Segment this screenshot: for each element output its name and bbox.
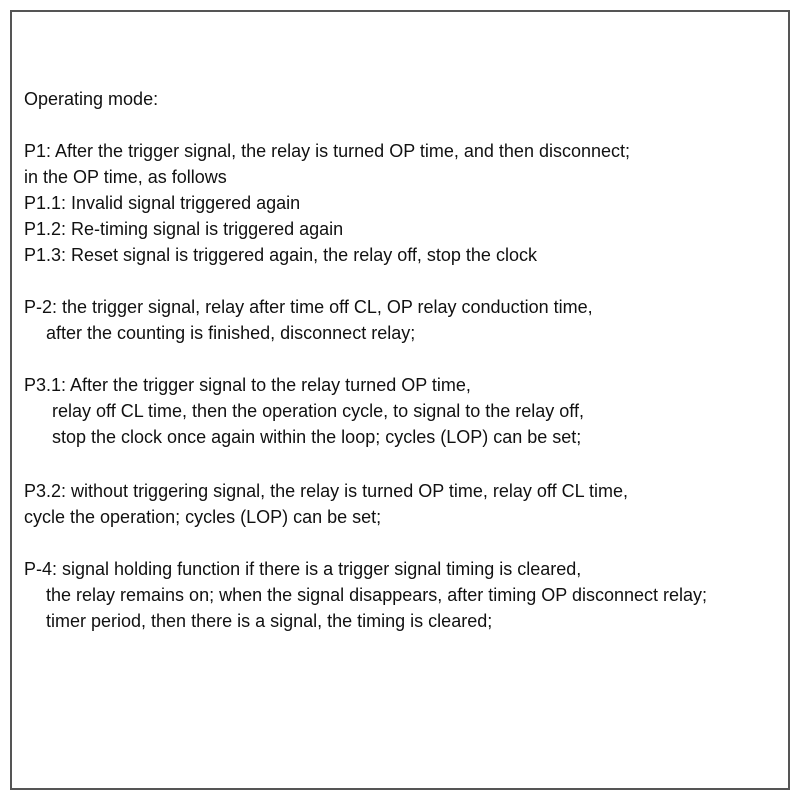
- p1-1-line: P1.1: Invalid signal triggered again: [24, 193, 301, 213]
- p4-line-1: P-4: signal holding function if there is a trigger signal timing is cleared,: [24, 559, 582, 579]
- p3-1-line-2: relay off CL time, then the operation cycle, to signal to the relay off,: [52, 401, 584, 421]
- p1-line-2: in the OP time, as follows: [24, 167, 227, 187]
- p4-line-2: the relay remains on; when the signal disappears, after timing OP disconnect relay;: [46, 585, 708, 605]
- p1-line-1: P1: After the trigger signal, the relay is turned OP time, and then disconnect;: [24, 141, 631, 161]
- p2-line-1: P-2: the trigger signal, relay after time off CL, OP relay conduction time,: [24, 297, 593, 317]
- p3-2-line-1: P3.2: without triggering signal, the relay is turned OP time, relay off CL time,: [24, 481, 628, 501]
- p3-1-line-1: P3.1: After the trigger signal to the relay turned OP time,: [24, 375, 471, 395]
- p4-line-3: timer period, then there is a signal, the timing is cleared;: [46, 611, 493, 631]
- p3-2-line-2: cycle the operation; cycles (LOP) can be set;: [24, 507, 382, 527]
- heading-operating-mode: Operating mode:: [24, 89, 159, 109]
- p1-2-line: P1.2: Re-timing signal is triggered again: [24, 219, 344, 239]
- p2-line-2: after the counting is finished, disconnect relay;: [46, 323, 416, 343]
- p3-1-line-3: stop the clock once again within the loop; cycles (LOP) can be set;: [52, 427, 582, 447]
- p1-3-line: P1.3: Reset signal is triggered again, the relay off, stop the clock: [24, 245, 537, 265]
